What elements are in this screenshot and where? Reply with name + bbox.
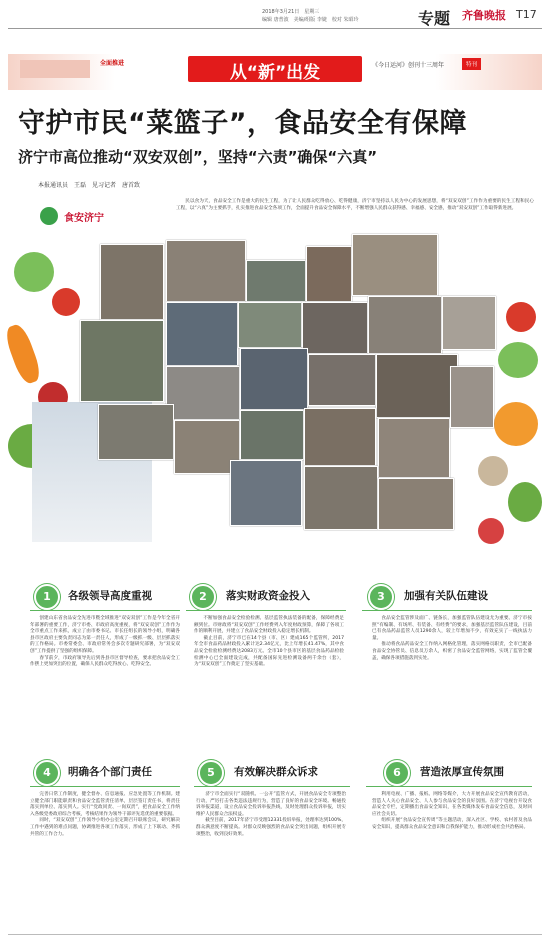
footer-rule	[8, 934, 542, 935]
section-5-title: 有效解决群众诉求	[234, 766, 318, 778]
food-safety-logo-label: 食安济宁	[64, 213, 104, 224]
photo-inspection-1	[246, 260, 306, 302]
photo-inspector	[450, 366, 494, 428]
cabbage-icon	[498, 342, 538, 378]
section-4-badge: 4	[34, 760, 60, 786]
section-6-title: 营造浓厚宣传氛围	[420, 766, 504, 778]
section-5-rule	[194, 786, 350, 787]
section-1-rule	[30, 610, 180, 611]
photo-interview	[376, 354, 458, 418]
banner-right-text: 《今日运河》创刊十三周年	[372, 62, 445, 69]
photo-conference	[352, 234, 438, 296]
carrot-icon	[2, 322, 43, 386]
section-3-rule	[362, 610, 532, 611]
section-4-title: 明确各个部门责任	[68, 766, 152, 778]
photo-field	[80, 320, 164, 402]
section-2-title: 落实财政资金投入	[226, 590, 310, 602]
banner-left-text: 全面推进	[100, 60, 125, 67]
section-3-title: 加强有关队伍建设	[404, 590, 488, 602]
photo-kitchen	[302, 302, 368, 354]
section-3-badge: 3	[368, 584, 394, 610]
photo-market	[166, 302, 238, 366]
photo-crowd	[230, 460, 302, 526]
section-3-body: 食品安全监管涉及面广、链条长，加强监管队伍建设尤为重要。济宁市按照“有编制、有场所、有装备、有经费”的要求，加强基层监管队伍建设，目前已有食品药品监管人员1290余人，较上年增加不少，有效充实了一线执法力量。 推动将食品药品安全工作纳入网格化管理，落实网格员职责，全市已配备食品安全协管员、信息员万余人，织密了食品安全监管网络，实现了监管全覆盖，确保各项措施落到实处。	[372, 616, 532, 661]
banner-title: 从“新”出发	[229, 63, 321, 83]
intro-paragraph: 民以食为天，食品安全工作是重大的民生工程，为了让人民群众吃得放心、吃得健康，济宁市坚持以人民为中心的发展思想，将“双安双创”工作作为重要的民生工程和民心工程，以“六真”为主要抓手，扎实推进食品安全各项工作，全面提升食品安全保障水平，不断增强人民群众获得感、幸福感、安全感，推动“双安双创”工作取得新进展。	[176, 199, 534, 211]
section-1-badge: 1	[34, 584, 60, 610]
section-2-rule	[186, 610, 346, 611]
photo-street	[166, 366, 240, 420]
photo-lab	[240, 348, 308, 410]
photo-training	[368, 296, 442, 354]
tomato-right-icon	[506, 302, 536, 332]
section-name: 专题	[418, 9, 451, 28]
banner-tag: 特刊	[462, 58, 481, 70]
photo-restaurant	[378, 418, 450, 478]
tomato-icon	[52, 288, 80, 316]
photo-collage	[8, 232, 542, 554]
section-2-badge: 2	[190, 584, 216, 610]
photo-chef	[442, 296, 496, 350]
photo-checkup	[98, 404, 174, 460]
section-6-body: 利用电视、广播、报纸、网络等媒介，大力开展食品安全宣传教育活动，营造人人关心食品安全、人人参与食品安全的良好氛围。在济宁电视台开设食品安全专栏，定期播出食品安全知识，在各类媒体发布食品安全信息，及时回应社会关切。 组织开展“食品安全宣传周”等主题活动，深入社区、学校、农村普及食品安全知识，提高群众食品安全意识和自我保护能力，推动形成社会共治格局。	[372, 792, 532, 830]
section-6-rule	[366, 786, 532, 787]
photo-meeting	[166, 240, 246, 302]
section-6-badge: 6	[384, 760, 410, 786]
main-title: 守护市民“菜篮子”，食品安全有保障	[18, 108, 467, 139]
photo-shop	[306, 246, 352, 302]
banner-lantern-left	[20, 60, 90, 78]
section-4-rule	[30, 786, 180, 787]
photo-outdoor	[240, 410, 304, 460]
photo-event	[304, 466, 378, 530]
photo-sampling	[304, 408, 376, 466]
pumpkin-icon	[494, 402, 538, 446]
section-1-title: 各级领导高度重视	[68, 590, 152, 602]
photo-ceremony	[378, 478, 454, 530]
radish-icon	[478, 518, 504, 544]
photo-staff	[100, 244, 164, 320]
lettuce-icon	[14, 252, 54, 292]
newspaper-logo: 齐鲁晚报	[462, 9, 506, 22]
section-5-badge: 5	[198, 760, 224, 786]
section-1-body: 创建山东省食品安全先进市暨全域推进“双安双创”工作是今年全省开年部署的重要工作，济宁市委、市政府高度重视，将“双安双创”工作作为全市重点工作来抓，成立了由市委书记、市长任组长的领导小组，明确各县市区政府主要负责同志为第一责任人，形成了一级抓一级、层层抓落实的工作格局。市委常委会、市政府常务会多次专题研究部署，为“双安双创”工作提供了坚强的组织保障。 春节前夕，市政府领导先后到各县市区督导检查，要求把食品安全工作摆上更加突出的位置，确保人民群众吃得放心、吃得安全。	[30, 616, 180, 668]
header-rule	[8, 28, 542, 29]
section-5-body: 济宁市全面实行“双随机、一公开”监管方式，开展食品安全专项整治行动，严厉打击各类违法违规行为，营造了良好的食品安全环境。畅通投诉举报渠道，设立食品安全投诉举报热线，及时处理群众投诉举报，切实维护人民群众合法权益。 截至目前，2017年济宁市受理12331投诉举报，处理率达到100%，群众满意度不断提高。对群众反映强烈的食品安全突出问题，组织开展专项整治，收到良好效果。	[196, 792, 346, 837]
date-line: 2018年3月21日 星期三	[262, 9, 320, 15]
section-4-body: 完善日常工作制度，健全督办、信息通报、应急处置等工作机制。建立健全部门职能职责和食品安全监管责任清单，层层签订责任书，将责任落实到单位、落实到人。实行“党政同责、一岗双责”，把食品安全工作纳入各级党委政府综合考核，考核结果作为领导干部评先选优的重要依据。 同时，“双安双创”工作领导小组办公室定期召开联席会议，研究解决工作中遇到的难点问题，协调推进各项工作落实，形成了上下联动、齐抓共管的工作合力。	[30, 792, 180, 837]
section-2-body: 不断加强食品安全检验检测、基层监管执法装备的配备，保障经费足额到位。市财政将“双安双创”工作经费列入年度财政预算，保障了各项工作的顺利开展，并建立了食品安全财政投入稳定增长机制。 截止目前，济宁市已在14个县（市、区）建成165个监管所，2017年全市食品药品财政投入累计达2.34亿元，比上年增长41.47%，其中食品安全检验检测经费达2083万元。全市10个县市区的基层食品药品检验检测中心已全面建设完成，共配备国际先进检测设备两千余台（套），为“双安双创”工作奠定了坚实基础。	[194, 616, 344, 668]
photo-inspection-2	[238, 302, 302, 348]
byline: 本报通讯员 王磊 见习记者 唐首致	[38, 182, 141, 189]
page-number: T17	[516, 8, 537, 21]
sub-title: 济宁市高位推动“双安双创”，坚持“六责”确保“六真”	[18, 148, 378, 166]
mushroom-icon	[478, 456, 508, 486]
food-safety-logo-icon	[40, 207, 58, 225]
pea-icon	[508, 482, 542, 522]
photo-store	[308, 354, 376, 406]
staff-line: 编辑 唐普波 美编/组版 李婕 校对 朱昭玲	[262, 17, 359, 23]
header-meta	[262, 8, 358, 24]
